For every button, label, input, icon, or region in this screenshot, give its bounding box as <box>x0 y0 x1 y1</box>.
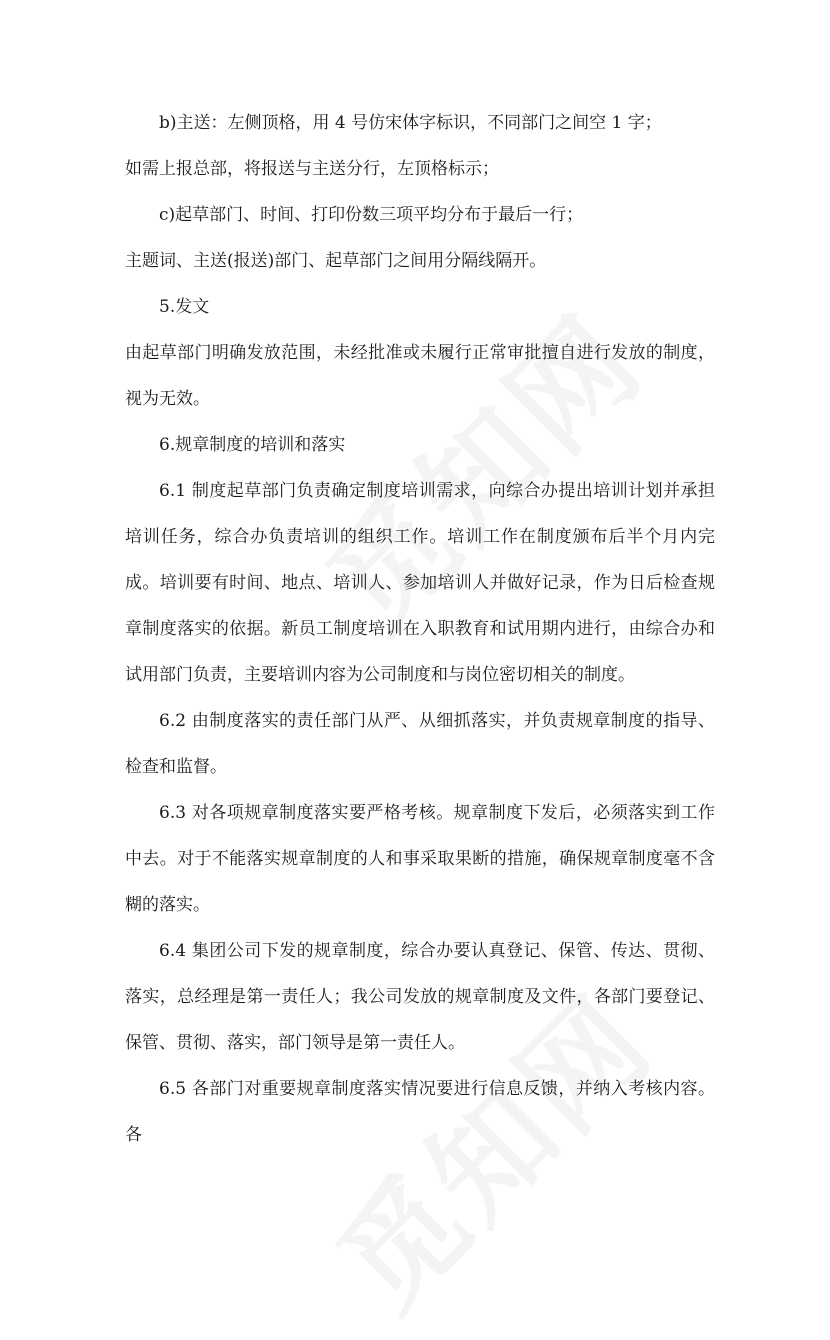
paragraph-issuance-scope: 由起草部门明确发放范围，未经批准或未履行正常审批擅自进行发放的制度，视为无效。 <box>125 343 715 409</box>
paragraph-6-3: 6.3 对各项规章制度落实要严格考核。规章制度下发后，必须落实到工作中去。对于不能落实规章制度的人和事采取果断的措施，确保规章制度毫不含糊的落实。 <box>125 803 715 915</box>
document-body <box>125 100 715 1158</box>
paragraph-main-recipient: b)主送：左侧顶格，用 4 号仿宋体字标识，不同部门之间空 1 字； <box>159 113 662 133</box>
paragraph-separator-rule: 主题词、主送(报送)部门、起草部门之间用分隔线隔开。 <box>125 251 547 271</box>
heading-training: 6.规章制度的培训和落实 <box>159 435 346 455</box>
heading-issuance: 5.发文 <box>159 297 210 317</box>
paragraph-6-4: 6.4 集团公司下发的规章制度，综合办要认真登记、保管、传达、贯彻、落实，总经理是第一责任人；我公司发放的规章制度及文件，各部门要登记、保管、贯彻、落实，部门领导是第一责任人。 <box>125 941 715 1053</box>
paragraph-report-hq: 如需上报总部，将报送与主送分行，左顶格标示； <box>125 159 499 179</box>
paragraph-6-5: 6.5 各部门对重要规章制度落实情况要进行信息反馈，并纳入考核内容。各 <box>125 1079 715 1145</box>
paragraph-drafting-dept: c)起草部门、时间、打印份数三项平均分布于最后一行； <box>159 205 584 225</box>
paragraph-6-2: 6.2 由制度落实的责任部门从严、从细抓落实，并负责规章制度的指导、检查和监督。 <box>125 711 715 777</box>
paragraph-6-1: 6.1 制度起草部门负责确定制度培训需求，向综合办提出培训计划并承担培训任务，综合办负责培训的组织工作。培训工作在制度颁布后半个月内完成。培训要有时间、地点、培训人、参加培训人并做好记录，作为日后检查规章制度落实的依据。新员工制度培训在入职教育和试用期内进行，由综合办和试用部门负责，主要培训内容为公司制度和与岗位密切相关的制度。 <box>125 481 715 685</box>
